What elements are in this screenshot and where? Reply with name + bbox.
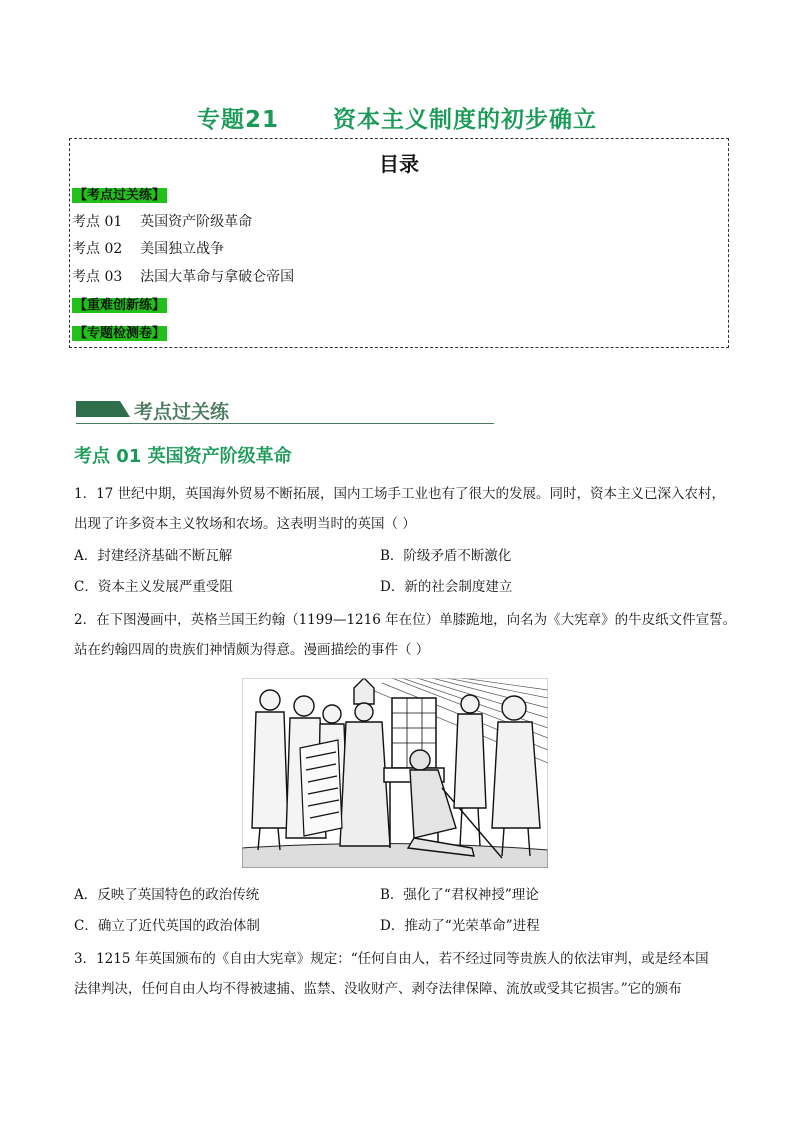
toc-heading: 目录	[379, 152, 419, 176]
option-a[interactable]: A．封建经济基础不断瓦解	[74, 548, 233, 564]
toc-tag-practice[interactable]: 【考点过关练】	[74, 188, 166, 203]
toc-tag-innovation[interactable]: 【重难创新练】	[74, 298, 166, 313]
toc-tag-test[interactable]: 【专题检测卷】	[74, 326, 166, 341]
banner-marker	[76, 401, 120, 417]
page-title: 专题21 资本主义制度的初步确立	[196, 107, 598, 133]
option-d[interactable]: D．推动了“光荣革命”进程	[380, 918, 540, 934]
option-a[interactable]: A．反映了英国特色的政治传统	[74, 887, 260, 903]
section-title: 考点 01 英国资产阶级革命	[74, 446, 292, 467]
toc-item[interactable]: 考点 02 美国独立战争	[72, 241, 225, 257]
question-text: 2．在下图漫画中，英格兰国王约翰（1199—1216 年在位）单膝跪地，向名为《大宪章》的牛皮纸文件宣誓。	[74, 612, 737, 628]
question-text: 出现了许多资本主义牧场和农场。这表明当时的英国（ ）	[74, 516, 416, 532]
section-banner	[76, 397, 496, 427]
question-text: 法律判决，任何自由人均不得被逮捕、监禁、没收财产、剥夺法律保障、流放或受其它损害。”它的颁布	[74, 981, 682, 997]
table-of-contents	[69, 138, 729, 348]
banner-underline	[76, 423, 494, 424]
banner-text: 考点过关练	[134, 401, 230, 423]
question-text: 1．17 世纪中期，英国海外贸易不断拓展，国内工场手工业也有了很大的发展。同时，资本主义已深入农村，	[74, 486, 726, 502]
toc-item[interactable]: 考点 03 法国大革命与拿破仑帝国	[72, 269, 295, 285]
magna-carta-cartoon	[242, 678, 548, 868]
toc-item[interactable]: 考点 01 英国资产阶级革命	[72, 214, 253, 230]
option-c[interactable]: C．确立了近代英国的政治体制	[74, 918, 260, 934]
option-b[interactable]: B．阶级矛盾不断激化	[380, 548, 512, 564]
question-text: 3．1215 年英国颁布的《自由大宪章》规定：“任何自由人，若不经过同等贵族人的依法审判，或是经本国	[74, 951, 709, 967]
question-text: 站在约翰四周的贵族们神情颇为得意。漫画描绘的事件（ ）	[74, 642, 430, 658]
option-b[interactable]: B．强化了“君权神授”理论	[380, 887, 539, 903]
option-c[interactable]: C．资本主义发展严重受阻	[74, 579, 233, 595]
option-d[interactable]: D．新的社会制度建立	[380, 579, 513, 595]
